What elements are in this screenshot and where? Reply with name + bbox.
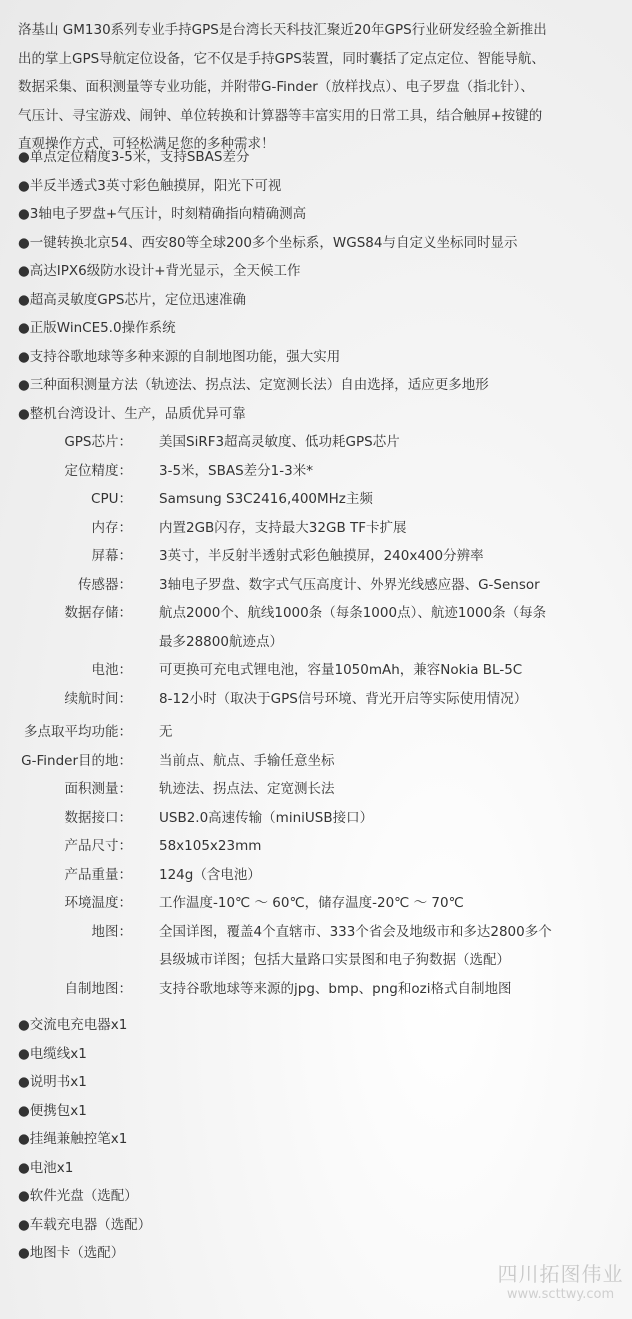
package-item: ●电池x1	[18, 1159, 74, 1176]
package-item: ●地图卡（选配）	[18, 1245, 125, 1261]
intro-paragraph	[18, 16, 632, 159]
spec-label: 环境温度：	[64, 895, 132, 911]
spec-label: 屏幕：	[91, 548, 132, 564]
spec-value: 3英寸，半反射半透射式彩色触摸屏，240x400分辨率	[159, 548, 484, 564]
spec-row	[0, 685, 632, 714]
spec-value-line: 全国详图，覆盖4个直辖市、333个省会及地级市和多达2800多个	[159, 923, 552, 940]
spec-label: 产品尺寸：	[64, 838, 132, 854]
spec-label: 数据接口：	[64, 809, 132, 826]
package-item: ●说明书x1	[18, 1074, 87, 1090]
spec-value: 3-5米，SBAS差分1-3米*	[159, 462, 313, 479]
feature-item: ●半反半透式3英寸彩色触摸屏，阳光下可视	[18, 177, 282, 194]
spec-label: 地图：	[91, 923, 132, 940]
spec-row	[0, 861, 632, 890]
spec-label: CPU：	[91, 491, 132, 507]
spec-row	[0, 747, 632, 776]
package-item: ●便携包x1	[18, 1102, 87, 1119]
spec-value: USB2.0高速传输（miniUSB接口）	[159, 809, 374, 826]
spec-row	[0, 457, 632, 486]
package-item: ●车载充电器（选配）	[18, 1216, 152, 1233]
feature-item: ●三种面积测量方法（轨迹法、拐点法、定宽测长法）自由选择，适应更多地形	[18, 377, 489, 393]
feature-item: ●一键转换北京54、西安80等全球200多个坐标系，WGS84与自定义坐标同时显示	[18, 234, 518, 251]
spec-value: 内置2GB闪存，支持最大32GB TF卡扩展	[159, 519, 407, 536]
spec-value-line: 县级城市详图；包括大量路口实景图和电子狗数据（选配）	[159, 952, 510, 968]
feature-list	[18, 143, 517, 428]
feature-item: ●超高灵敏度GPS芯片，定位迅速准确	[18, 291, 246, 308]
spec-value-line: 航点2000个、航线1000条（每条1000点）、航迹1000条（每条	[159, 605, 547, 621]
spec-value: Samsung S3C2416,400MHz主频	[159, 491, 373, 507]
spec-value: 支持谷歌地球等来源的jpg、bmp、png和ozi格式自制地图	[159, 980, 512, 997]
spec-value: 8-12小时（取决于GPS信号环境、背光开启等实际使用情况）	[159, 690, 528, 707]
spec-label: 续航时间：	[64, 690, 132, 707]
spec-label: 传感器：	[78, 576, 132, 593]
spec-value	[159, 599, 546, 656]
spec-row	[0, 718, 632, 747]
package-item: ●软件光盘（选配）	[18, 1188, 138, 1204]
package-item: ●交流电充电器x1	[18, 1017, 128, 1033]
feature-item: ●单点定位精度3-5米，支持SBAS差分	[18, 149, 250, 165]
feature-item: ●整机台湾设计、生产，品质优异可靠	[18, 405, 246, 422]
spec-row	[0, 775, 632, 804]
watermark-name: 四川拓图伟业	[497, 1262, 624, 1286]
feature-item: ●正版WinCE5.0操作系统	[18, 320, 176, 336]
spec-table	[0, 428, 632, 1003]
package-item: ●电缆线x1	[18, 1045, 87, 1062]
spec-row	[0, 485, 632, 514]
spec-row	[0, 542, 632, 571]
intro-line: 出的掌上GPS导航定位设备，它不仅是手持GPS装置，同时囊括了定点定位、智能导航、	[18, 50, 545, 67]
spec-value: 无	[159, 724, 173, 740]
spec-row	[0, 571, 632, 600]
intro-line: 数据采集、面积测量等专业功能，并附带G-Finder（放样找点）、电子罗盘（指北针）、	[18, 79, 534, 95]
spec-row	[0, 889, 632, 918]
package-list	[18, 1011, 151, 1268]
spec-row	[0, 514, 632, 543]
spec-row	[0, 918, 632, 975]
spec-value: 当前点、航点、手输任意坐标	[159, 752, 335, 769]
intro-line: 气压计、寻宝游戏、闹钟、单位转换和计算器等丰富实用的日常工具，结合触屏+按键的	[18, 107, 543, 124]
watermark	[493, 1261, 628, 1303]
intro-line: 直观操作方式，可轻松满足您的多种需求！	[18, 136, 275, 152]
feature-item: ●高达IPX6级防水设计+背光显示，全天候工作	[18, 263, 301, 279]
feature-item: ●3轴电子罗盘+气压计，时刻精确指向精确测高	[18, 206, 307, 222]
package-item: ●挂绳兼触控笔x1	[18, 1131, 128, 1147]
spec-row	[0, 804, 632, 833]
spec-label: 数据存储：	[64, 605, 132, 621]
spec-row	[0, 656, 632, 685]
spec-value: 轨迹法、拐点法、定宽测长法	[159, 781, 335, 797]
spec-value: 3轴电子罗盘、数字式气压高度计、外界光线感应器、G-Sensor	[159, 576, 540, 593]
spec-label: 内存：	[91, 519, 132, 536]
spec-label: G-Finder目的地：	[21, 752, 132, 769]
spec-value: 58x105x23mm	[159, 838, 262, 854]
intro-line: 洛基山 GM130系列专业手持GPS是台湾长天科技汇聚近20年GPS行业研发经验全新推出	[18, 22, 547, 38]
spec-label: 多点取平均功能：	[24, 724, 132, 740]
spec-row	[0, 599, 632, 656]
spec-value: 可更换可充电式锂电池，容量1050mAh，兼容Nokia BL-5C	[159, 662, 523, 678]
spec-label: 面积测量：	[64, 781, 132, 797]
spec-row	[0, 975, 632, 1004]
spec-label: 自制地图：	[64, 980, 132, 997]
spec-value	[159, 918, 552, 975]
spec-label: GPS芯片：	[64, 434, 132, 450]
spec-value: 124g（含电池）	[159, 866, 261, 883]
feature-item: ●支持谷歌地球等多种来源的自制地图功能，强大实用	[18, 348, 341, 365]
spec-value: 工作温度-10℃ ～ 60℃，储存温度-20℃ ～ 70℃	[159, 895, 464, 911]
watermark-url: www.scttwy.com	[506, 1287, 615, 1302]
spec-row	[0, 832, 632, 861]
spec-row	[0, 428, 632, 457]
spec-value: 美国SiRF3超高灵敏度、低功耗GPS芯片	[159, 434, 400, 450]
spec-label: 定位精度：	[64, 462, 132, 479]
spec-label: 产品重量：	[64, 866, 132, 883]
spec-value-line: 最多28800航迹点）	[159, 633, 283, 650]
spec-label: 电池：	[91, 662, 132, 678]
